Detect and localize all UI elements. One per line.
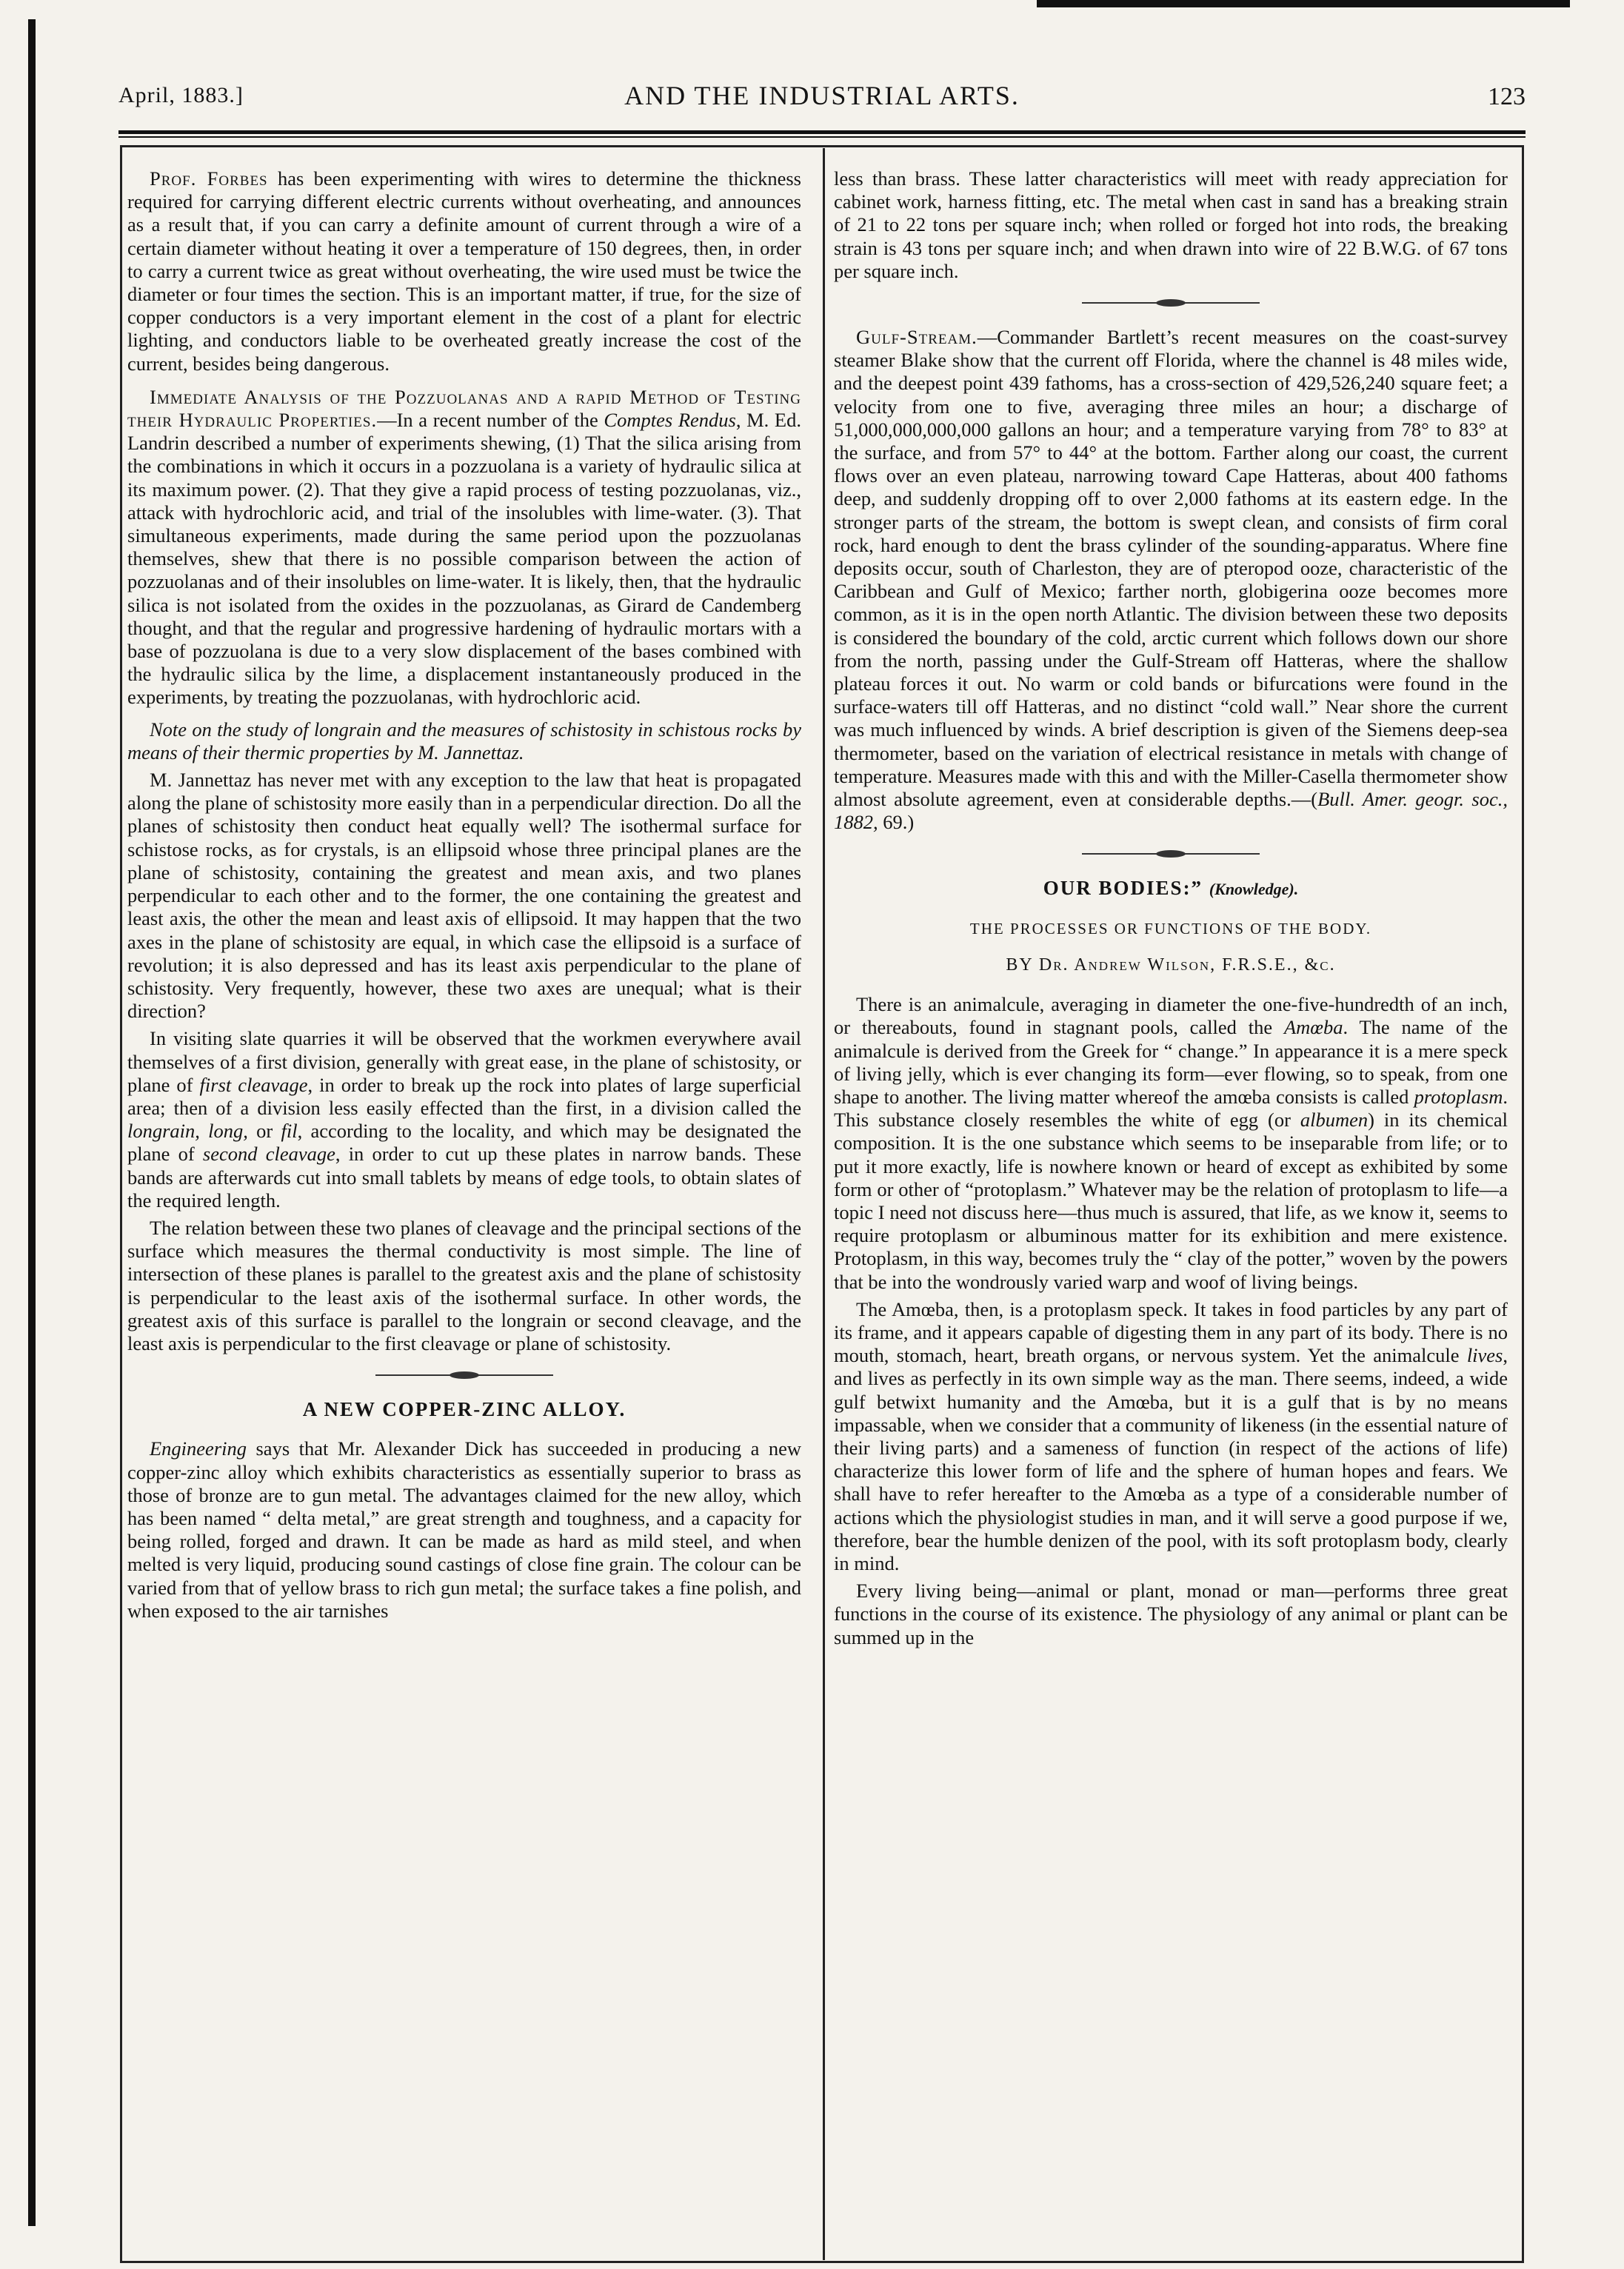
forbes-lead: Prof. Forbes (150, 167, 268, 190)
page-number: 123 (1488, 83, 1526, 110)
gulf-stream-body: —Commander Bartlett’s recent measures on the coast-survey steamer Blake show that the current off Florida, where the channel is 48 miles wide, and the deepest point 439 fathoms, has a cross-section of 429,526,240 square feet; a velocity from one to five, averaging three miles an hour; a discharge of 51,000,000,000,000 gallons an hour; and a temperature varying from 78° to 83° at the surface, and from 57° to 44° at the bottom. Farther along our coast, the current flows over an even plateau, narrowing toward Cape Hatteras, about 400 fathoms deep, and suddenly dropping off to over 2,000 fathoms at its eastern edge. In the stronger parts of the stream, the bottom is swept clean, and consists of firm coral rock, hard enough to dent the brass cylinder of the sounding-apparatus. Where fine deposits occur, south of Charleston, they are of pteropod ooze, characteristic of the Caribbean and Gulf of Mexico; farther north, globigerina ooze becomes more common, as it is in the open north Atlantic. The division between these two deposits is considered the boundary of the cold, arctic current which follows down our shore from the north, passing under the Gulf-Stream off Hatteras, where the shallow plateau forces it out. No warm or cold bands or bifurcations were found in the surface-waters till off Hatteras, and no distinct “cold wall.” Near shore the current was much influenced by winds. A brief description is given of the Siemens deep-sea thermometer, based on the variation of electrical resistance in metals with change of temperature. Measures made with this and with the Miller-Casella thermometer show almost absolute agreement, even at considerable depths.—( (834, 326, 1508, 811)
term-amoeba: Amœba (1283, 1016, 1343, 1039)
b-p1-c: . This substance closely resembles the white of egg (or (834, 1085, 1508, 1132)
issue-date: April, 1883.] (118, 83, 244, 107)
b-p1-a: There is an animalcule, averaging in diameter the one-five-hundredth of an inch, or thereabouts, found in stagnant pools, called the (834, 993, 1508, 1039)
term-albumen: albumen (1300, 1109, 1369, 1132)
schist-p2-c: or (247, 1120, 281, 1143)
our-bodies-byline: BY Dr. Andrew Wilson, F.R.S.E., &c. (1006, 955, 1336, 975)
top-edge-rule (1037, 0, 1570, 7)
b-p1-d: ) in its chemical composition. It is the one substance which seems to be inseparable from life; or to put it more exactly, life is nowhere known or heard of except as exhibited by some form or other of “protoplasm.” Whatever may be the relation of protoplasm to life—a topic I need not discuss here—thus much is assured, that life, as we know it, seems to require protoplasm or albuminous matter for its exhibition and mere existence. Protoplasm, in this way, becomes truly the “ clay of the potter,” woven by the powers that be into the wondrously varied warp and woof of living beings. (834, 1109, 1508, 1293)
gulf-stream-tail: 69.) (878, 811, 915, 834)
section-ornament (1082, 853, 1260, 855)
pozzuolanas-paragraph (127, 386, 801, 709)
bodies-paragraph-1 (834, 993, 1508, 1294)
column-divider (823, 148, 825, 2260)
left-column (127, 167, 801, 1627)
pozzuolanas-body-2: , M. Ed. Landrin described a number of experiments shewing, (1) That the silica arising from the combinations in which it occurs in a pozzuolana is a variety of hydraulic silica at its maximum power. (2). That they give a rapid process of testing pozzuolanas, viz., attack with hydrochloric acid, and trial of the insolubles with lime-water. (3). That simultaneous experiments, made during the same period upon the pozzuolanas themselves, shew that there is no possible comparison between the action of pozzuolanas and of their insolubles on lime-water. It is likely, then, that the hydraulic silica is not isolated from the oxides in the pozzuolanas, as Girard de Candemberg thought, and that the regular and progressive hardening of hydraulic mortars with a base of pozzuolana is due to a very slow displacement of the bases combined with the hydraulic silica by the lime, a displacement instantaneously produced in the experiments, by treating the pozzuolanas, with hydrochloric acid. (127, 409, 801, 709)
schistosity-paragraph-1: M. Jannettaz has never met with any exception to the law that heat is propagated along the plane of schistosity more easily than in a perpendicular direction. Do all the planes of schistosity then conduct heat equally well? The isothermal surface for schistose rocks, as for crystals, is an ellipsoid whose three principal planes are the plane of schistosity, containing the greatest and mean axis, and two planes perpendicular to each other and to the former, the one containing the greatest and least axis, the other the mean and least axis of ellipsoid. It may happen that the two axes in the plane of schistosity are equal, in which case the ellipsoid is a surface of revolution; it is also depressed and has its least axis perpendicular to the plane of schistosity. Very frequently, however, these two axes are unequal; what is their direction? (127, 769, 801, 1023)
journal-running-title: AND THE INDUSTRIAL ARTS. (624, 81, 1020, 110)
alloy-continued: less than brass. These latter characteristics will meet with ready appreciation for cabinet work, harness fitting, etc. The metal when cast in sand has a breaking strain of 21 to 22 tons per square inch; when rolled or forged hot into rods, the breaking strain is 43 tons per square inch; and when drawn into wire of 22 B.W.G. of 67 tons per square inch. (834, 167, 1508, 282)
forbes-body: has been experimenting with wires to determine the thickness required for carrying different electric currents without overheating, and announces as a result that, if you can carry a definite amount of current through a wire of a certain diameter without heating it over a temperature of 150 degrees, then, in order to carry a current twice as great without overheating, the wire used must be twice the diameter or four times the section. This is an important matter, if true, for the size of copper conductors is a very important element in the cost of a plant for electric lighting, and conductors liable to be overheated greatly increase the cost of the current, besides being dangerous. (127, 167, 801, 375)
our-bodies-heading (834, 877, 1508, 900)
b-p2-a: The Amœba, then, is a protoplasm speck. It takes in food particles by any part of its frame, and it appears capable of digesting them in any part of its body. There is no mouth, stomach, heart, breath organs, or nervous system. Yet the animalcule (834, 1297, 1508, 1367)
right-column (834, 167, 1508, 1654)
comptes-rendus-ref: Comptes Rendus (604, 409, 736, 432)
bodies-paragraph-2 (834, 1298, 1508, 1575)
section-ornament (375, 1374, 553, 1376)
our-bodies-title: OUR BODIES:” (1043, 877, 1203, 900)
our-bodies-source: (Knowledge). (1209, 880, 1299, 899)
pozzuolanas-body-1: —In a recent number of the (377, 409, 604, 432)
binding-edge (28, 19, 36, 2226)
alloy-body: says that Mr. Alexander Dick has succeeded in producing a new copper-zinc alloy which exhibits characteristics as essentially superior to brass as those of bronze are to gun metal. The advantages claimed for the new alloy, which has been named “ delta metal,” are great strength and toughness, and a capacity for being rolled, forged and drawn. It can be made as hard as mild steel, and when melted is very liquid, producing sound castings of close fine grain. The colour can be varied from that of yellow brass to rich gun metal; the surface takes a fine polish, and when exposed to the air tarnishes (127, 1437, 801, 1622)
term-second-cleavage: second cleavage (202, 1143, 335, 1166)
term-longrain: longrain, long, (127, 1120, 248, 1143)
header-double-rule (118, 130, 1526, 138)
bodies-paragraph-3: Every living being—animal or plant, monad or man—performs three great functions in the course of its existence. The physiology of any animal or plant can be summed up in the (834, 1580, 1508, 1648)
schistosity-note-title: Note on the study of longrain and the measures of schistosity in schistous rocks by means of their thermic properties by M. Jannettaz. (127, 718, 801, 763)
schist-p2-e: , in order to cut up these plates in narrow bands. These bands are afterwards cut into small tablets by means of edge tools, to obtain slates of the required length. (127, 1143, 801, 1212)
alloy-source: Engineering (150, 1437, 247, 1460)
gulf-stream-lead: Gulf-Stream. (856, 326, 978, 349)
forbes-paragraph (127, 167, 801, 375)
running-header (118, 83, 1526, 124)
b-p1-b: . The name of the animalcule is derived from the Greek for “ change.” In appearance it is a mere speck of living jelly, which is ever changing its form—ever flowing, so to speak, from one shape to another. The living matter whereof the amœba consists is called (834, 1016, 1508, 1108)
gulf-stream-paragraph (834, 326, 1508, 834)
pozzuolanas-lead: Immediate Analysis of the Pozzuolanas and a rapid Method of Testing their Hydraulic Properties. (127, 385, 801, 432)
term-first-cleavage: first cleavage (199, 1073, 308, 1096)
term-protoplasm: protoplasm (1414, 1085, 1503, 1108)
section-ornament (1082, 302, 1260, 304)
our-bodies-subtitle: THE PROCESSES OR FUNCTIONS OF THE BODY. (969, 919, 1372, 938)
schistosity-paragraph-3: The relation between these two planes of cleavage and the principal sections of the surface which measures the thermal conductivity is most simple. The line of intersection of these planes is parallel to the greatest axis and the plane of schistosity is perpendicular to the least axis of the isothermal surface. In other words, the greatest axis of this surface is parallel to the longrain or second cleavage, and the least axis is perpendicular to the first cleavage or plane of schistosity. (127, 1216, 801, 1354)
b-p2-b: , and lives as perfectly in its own simple way as the man. There seems, indeed, a wide gulf betwixt humanity and the Amœba, but it is a gulf that is by no means impassable, when we consider that a community of likeness (in the essential nature of their living parts) and a sameness of function (in respect of the actions of life) characterize this lower form of life and the sphere of human hopes and fears. We shall have to refer hereafter to the Amœba as a type of a considerable number of actions which the physiologist studies in man, and it will serve a good purpose if we, therefore, bear the humble denizen of the pool, with its soft protoplasm body, clearly in mind. (834, 1344, 1508, 1574)
schist-p2-b: , in order to break up the rock into plates of large superficial area; then of a division less easily effected than the first, in a division called the (127, 1073, 801, 1119)
alloy-heading: A NEW COPPER-ZINC ALLOY. (302, 1398, 626, 1421)
gulf-stream-citation: Bull. Amer. geogr. soc., 1882, (834, 788, 1508, 834)
schist-p2-d: , according to the locality, and which may be designated the plane of (127, 1120, 802, 1166)
alloy-paragraph (127, 1437, 801, 1623)
schist-p2-a: In visiting slate quarries it will be observed that the workmen everywhere avail themselves of a first division, generally with great ease, in the plane of schistosity, or plane of (127, 1027, 801, 1096)
term-fil: fil (281, 1120, 298, 1143)
schistosity-paragraph-2 (127, 1027, 801, 1212)
term-lives: lives (1466, 1344, 1503, 1367)
